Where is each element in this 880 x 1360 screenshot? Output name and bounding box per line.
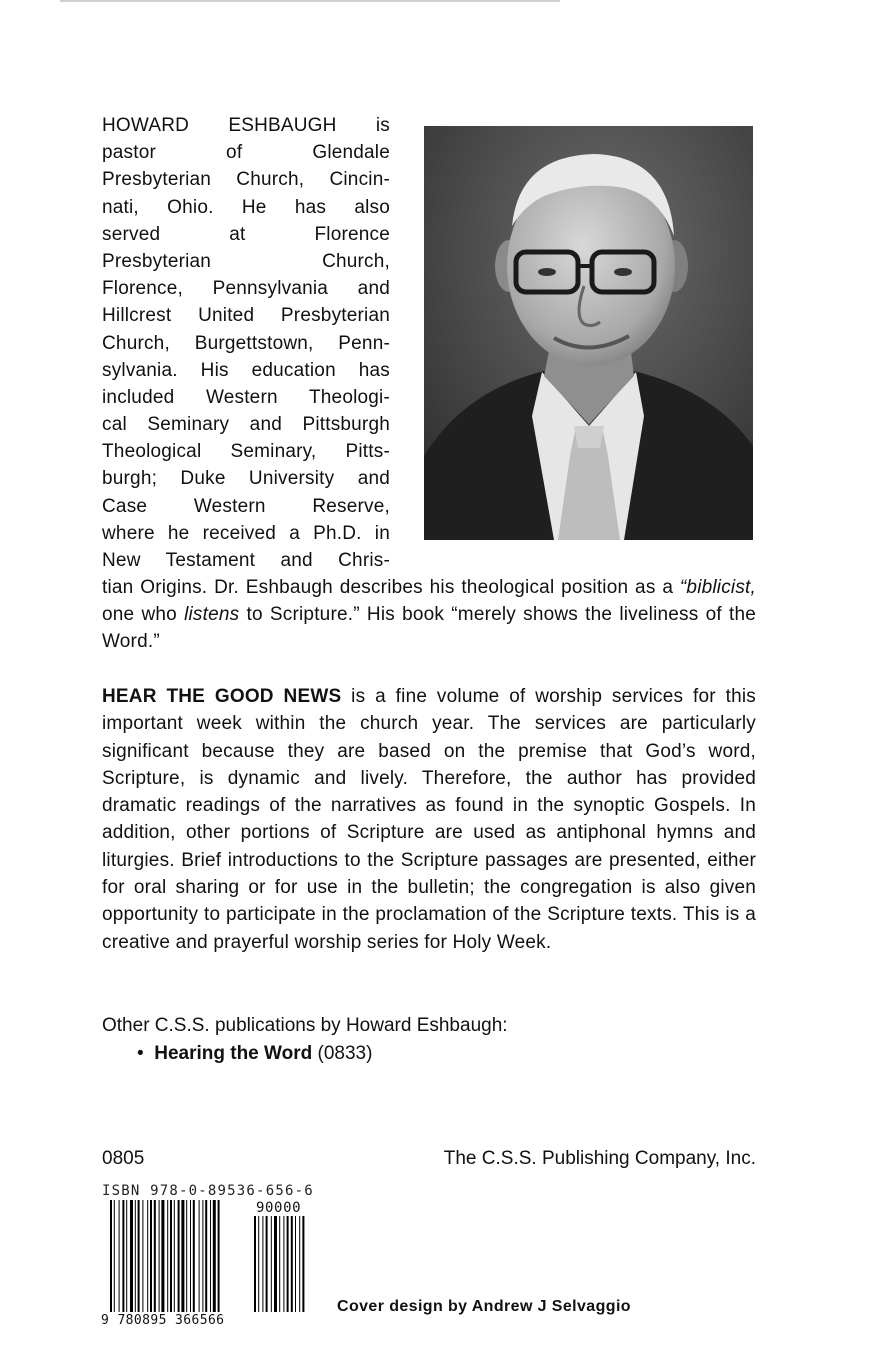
barcode-addon-bar [258,1216,259,1312]
barcode-addon-bar [299,1216,300,1312]
bio-line: Florence, Pennsylvania and [102,278,390,300]
barcode-bar [170,1200,172,1312]
barcode-addon-bar [271,1216,272,1312]
bio-quote-open: “ [679,577,687,598]
bio-biblicist: biblicist, [686,577,756,598]
book-code: 0805 [102,1148,145,1169]
bio-line: New Testament and Chris- [102,550,390,571]
barcode-bar [110,1200,112,1312]
barcode-bar [159,1200,160,1312]
barcode-bar [190,1200,191,1312]
barcode-bar [199,1200,200,1312]
bio-line: Presbyterian Church, [102,250,390,272]
barcode-bar [150,1200,152,1312]
barcode-bar [138,1200,140,1312]
bio-cont-mid: one who [102,604,185,626]
bio-line: burgh; Duke University and [102,468,390,490]
author-portrait-icon [424,126,753,540]
barcode-bar [213,1200,216,1312]
bio-line: cal Seminary and Pittsburgh [102,414,390,436]
barcode-bar [119,1200,120,1312]
bio-line: Church, Burgettstown, Penn- [102,332,390,354]
barcode-addon-bar [279,1216,280,1312]
barcode [102,1200,322,1330]
bio-line: nati, Ohio. He has also [102,196,390,218]
publisher-name: The C.S.S. Publishing Company, Inc. [443,1148,756,1169]
author-photo [424,126,753,540]
barcode-addon-bar [262,1216,263,1312]
barcode-addon-bar [266,1216,268,1312]
barcode-number: 9 780895 366566 [101,1313,225,1328]
barcode-bar [202,1200,203,1312]
barcode-bar [178,1200,180,1312]
publication-title: Hearing the Word [154,1043,313,1064]
barcode-icon [102,1200,322,1318]
barcode-addon-bar [291,1216,293,1312]
book-description [102,683,756,956]
barcode-bar [130,1200,133,1312]
barcode-bar [126,1200,127,1312]
bio-line: Presbyterian Church, Cincin- [102,169,390,191]
bio-cont-line1: tian Origins. Dr. Eshbaugh describes his theological position as a [102,577,674,598]
barcode-bar [193,1200,195,1312]
barcode-addon-bar [283,1216,284,1312]
bio-line: Theological Seminary, Pitts- [102,441,390,463]
barcode-addon-bar [295,1216,296,1312]
other-publications-heading: Other C.S.S. publications by Howard Eshbaugh: [102,1015,508,1036]
bio-line: sylvania. His education has [102,359,390,381]
bio-line: Case Western Reserve, [102,495,390,517]
bio-cont-end: to Scripture.” His book “merely shows the liveliness of the Word.” [102,604,756,653]
barcode-bar [147,1200,148,1312]
barcode-addon-bar [254,1216,256,1312]
bio-line: HOWARD ESHBAUGH is [102,115,390,136]
barcode-bar [142,1200,143,1312]
bullet-icon: • [137,1043,144,1064]
top-divider [60,0,560,2]
barcode-bar [167,1200,168,1312]
barcode-bar [218,1200,220,1312]
barcode-bar [135,1200,136,1312]
barcode-bar [205,1200,207,1312]
bio-line: where he received a Ph.D. in [102,522,390,544]
publication-list-item [137,1040,372,1067]
bio-line: served at Florence [102,223,390,245]
barcode-bar [161,1200,164,1312]
barcode-addon-number: 90000 [256,1200,302,1216]
book-description-text: is a fine volume of worship services for this important week within the church year. The services are particularly significant because they are based on the premise that God’s word, Scripture, is dynamic and lively. Therefore, the author has provided dramatic readings of the narratives as found in the synoptic Gospels. In addition, other portions of Scripture are used as antiphonal hymns and liturgies. Brief introductions to the Scripture passages are presented, either for oral sharing or for use in the bulletin; the congregation is also given opportunity to participate in the proclamation of the Scripture texts. This is a creative and prayerful worship series for Holy Week. [102,686,756,953]
barcode-addon-bar [302,1216,304,1312]
barcode-bar [122,1200,124,1312]
bio-line: included Western Theologi- [102,386,390,408]
publication-code: (0833) [312,1043,373,1064]
book-title: HEAR THE GOOD NEWS [102,686,342,707]
barcode-bar [210,1200,211,1312]
isbn-label: ISBN 978-0-89536-656-6 [102,1183,314,1199]
barcode-bar [114,1200,115,1312]
barcode-addon-bar [287,1216,289,1312]
barcode-bar [174,1200,175,1312]
bio-line: pastor of Glendale [102,142,390,164]
bio-listens: listens [184,604,240,626]
barcode-addon-bar [274,1216,277,1312]
bio-line: Hillcrest United Presbyterian [102,305,390,327]
author-bio-continued [102,574,756,656]
barcode-bar [154,1200,156,1312]
author-bio [102,112,390,574]
barcode-bar [186,1200,187,1312]
cover-design-credit: Cover design by Andrew J Selvaggio [337,1298,631,1315]
barcode-bar [181,1200,184,1312]
